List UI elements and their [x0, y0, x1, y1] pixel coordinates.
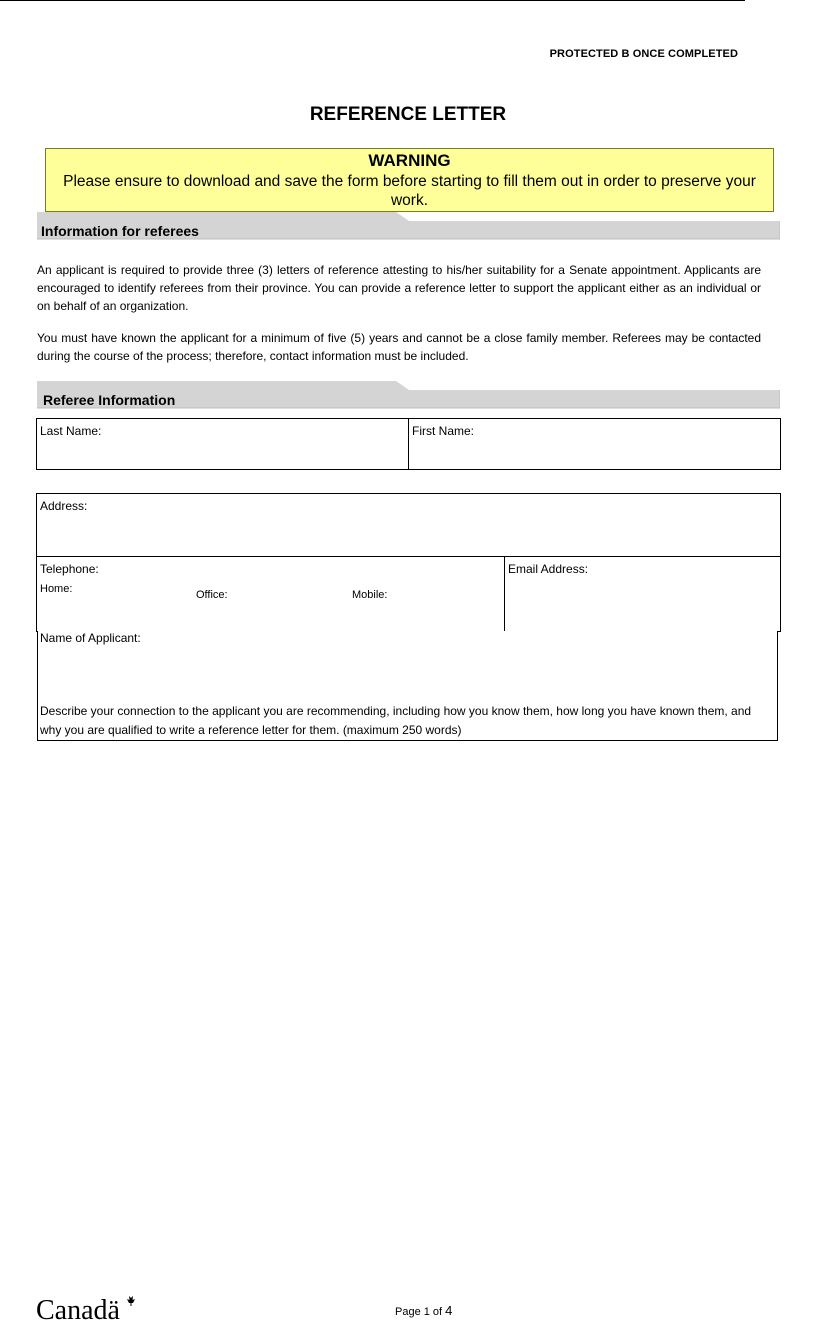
info-paragraph-1: An applicant is required to provide three (3) letters of reference attesting to his/her suitability for a Senate appointment. Applicants are encouraged to identify referees from their province. You can provide a reference letter to support the applicant either as an individual or on behalf of an organization. — [37, 263, 761, 313]
first-name-field[interactable] — [408, 418, 781, 470]
warning-body: Please ensure to download and save the form before starting to fill them out in order to preserve your work. — [63, 173, 756, 209]
address-label: Address: — [40, 499, 88, 513]
top-rule — [0, 0, 745, 1]
email-label: Email Address: — [508, 562, 589, 576]
section-label-referee: Referee Information — [43, 392, 176, 408]
warning-title: WARNING — [368, 151, 451, 170]
last-name-label: Last Name: — [40, 424, 102, 438]
telephone-label: Telephone: — [40, 562, 99, 576]
home-label: Home: — [40, 583, 73, 595]
page-title: REFERENCE LETTER — [309, 104, 507, 125]
classification-label: PROTECTED B ONCE COMPLETED — [549, 48, 738, 60]
connection-label: Describe your connection to the applicant you are recommending, including how you know them, how long you have known them, and why you are qualified to write a reference letter for them. (maximum 250 words) — [40, 704, 752, 737]
page-number-prefix: Page 1 of — [395, 1306, 443, 1318]
section-header-info — [37, 212, 780, 240]
wordmark-text: Canadä — [36, 1295, 120, 1324]
applicant-name-field[interactable] — [37, 631, 778, 741]
telephone-field[interactable] — [36, 556, 505, 632]
page-number — [395, 1303, 452, 1318]
office-label: Office: — [196, 589, 228, 601]
section-header-referee — [37, 381, 780, 409]
first-name-label: First Name: — [412, 424, 475, 438]
page-total: 4 — [445, 1303, 453, 1318]
email-field[interactable] — [504, 556, 781, 632]
section-label-info: Information for referees — [41, 223, 199, 239]
canada-wordmark — [36, 1292, 140, 1329]
address-field[interactable] — [36, 493, 781, 557]
info-paragraph-2: You must have known the applicant for a minimum of five (5) years and cannot be a close family member. Referees may be contacted during the course of the process; therefore, contact information must be included. — [37, 331, 761, 363]
warning-box — [45, 148, 774, 212]
canada-wordmark-logo — [36, 1292, 140, 1324]
last-name-field[interactable] — [36, 418, 409, 470]
mobile-label: Mobile: — [352, 589, 388, 601]
applicant-name-label: Name of Applicant: — [40, 631, 141, 645]
